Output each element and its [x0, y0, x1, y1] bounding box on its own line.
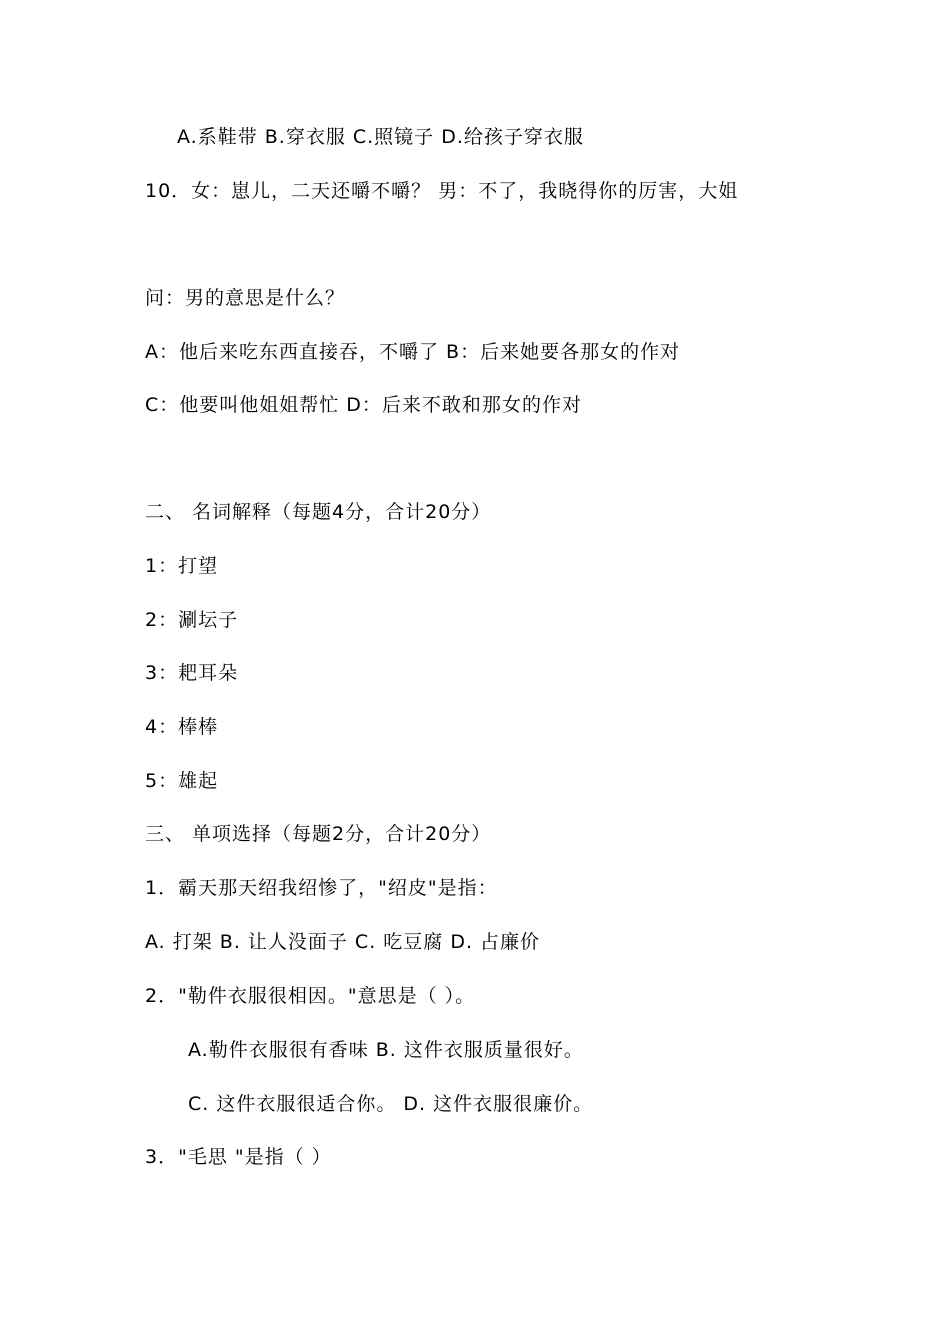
term-2: 2：涮坛子	[145, 609, 239, 631]
term-1: 1：打望	[145, 555, 219, 577]
s3-question-2: 2．"勒件衣服很相因。"意思是（ ）。	[145, 985, 476, 1007]
section3-heading: 三、 单项选择（每题2分，合计20分）	[145, 823, 492, 845]
s3-question-2-options-cd: C. 这件衣服很适合你。 D. 这件衣服很廉价。	[188, 1093, 594, 1115]
q10-options-ab: A：他后来吃东西直接吞，不嚼了 B：后来她要各那女的作对	[145, 341, 681, 363]
q9-options: A.系鞋带 B.穿衣服 C.照镜子 D.给孩子穿衣服	[177, 126, 584, 148]
s3-question-2-options-ab: A.勒件衣服很有香味 B. 这件衣服质量很好。	[188, 1039, 584, 1061]
s3-question-1-options: A. 打架 B. 让人没面子 C. 吃豆腐 D. 占廉价	[145, 931, 541, 953]
term-4: 4：棒棒	[145, 716, 219, 738]
s3-question-1: 1．霸天那天绍我绍惨了，"绍皮"是指：	[145, 877, 498, 899]
term-5: 5：雄起	[145, 770, 219, 792]
term-3: 3：耙耳朵	[145, 662, 239, 684]
q10-dialogue: 10．女：崽儿，二天还嚼不嚼？ 男：不了，我晓得你的厉害，大姐	[145, 180, 739, 202]
q10-question: 问：男的意思是什么？	[145, 287, 346, 309]
section2-heading: 二、 名词解释（每题4分，合计20分）	[145, 501, 492, 523]
q10-options-cd: C：他要叫他姐姐帮忙 D：后来不敢和那女的作对	[145, 394, 582, 416]
s3-question-3: 3．"毛思 "是指（ ）	[145, 1146, 332, 1168]
